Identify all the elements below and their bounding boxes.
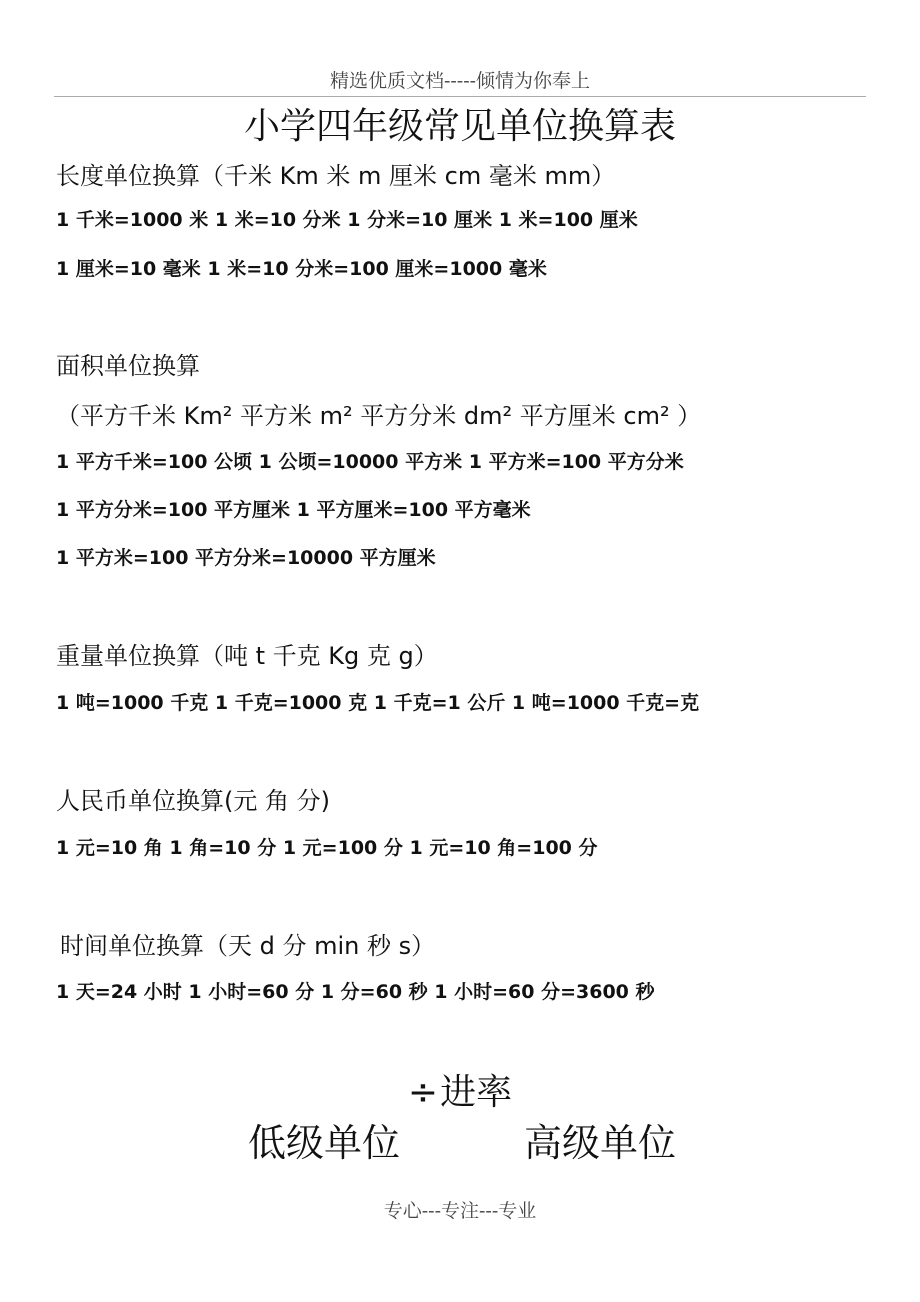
header-divider [54, 96, 866, 97]
weight-line-1: 1 吨=1000 千克 1 千克=1000 克 1 千克=1 公斤 1 吨=1000 千克=克 [56, 692, 700, 714]
rate-label [0, 1064, 920, 1115]
section-heading-weight: 重量单位换算（吨 t 千克 Kg 克 g） [56, 642, 438, 670]
time-line-1: 1 天=24 小时 1 小时=60 分 1 分=60 秒 1 小时=60 分=3600 秒 [56, 981, 655, 1003]
section-heading-area: 面积单位换算 [56, 352, 200, 380]
section-heading-area-units: （平方千米 Km² 平方米 m² 平方分米 dm² 平方厘米 cm² ） [56, 402, 702, 430]
area-line-2: 1 平方分米=100 平方厘米 1 平方厘米=100 平方毫米 [56, 499, 531, 521]
page-footer: 专心---专注---专业 [383, 1200, 537, 1222]
currency-line-1: 1 元=10 角 1 角=10 分 1 元=100 分 1 元=10 角=100 分 [56, 837, 598, 859]
rate-text: 进率 [440, 1072, 513, 1113]
length-line-1: 1 千米=1000 米 1 米=10 分米 1 分米=10 厘米 1 米=100 厘米 [56, 209, 638, 231]
divide-icon: ÷ [407, 1072, 439, 1113]
page-title: 小学四年级常见单位换算表 [243, 106, 676, 147]
high-unit-label: 高级单位 [524, 1121, 677, 1165]
length-line-2: 1 厘米=10 毫米 1 米=10 分米=100 厘米=1000 毫米 [56, 258, 547, 280]
page-header: 精选优质文档-----倾情为你奉上 [329, 70, 591, 92]
area-line-3: 1 平方米=100 平方分米=10000 平方厘米 [56, 547, 436, 569]
section-heading-length: 长度单位换算（千米 Km 米 m 厘米 cm 毫米 mm） [56, 162, 616, 190]
low-unit-label: 低级单位 [248, 1121, 401, 1165]
area-line-1: 1 平方千米=100 公顷 1 公顷=10000 平方米 1 平方米=100 平方分米 [56, 451, 684, 473]
section-heading-currency: 人民币单位换算(元 角 分) [56, 787, 330, 815]
section-heading-time: 时间单位换算（天 d 分 min 秒 s） [60, 932, 436, 960]
